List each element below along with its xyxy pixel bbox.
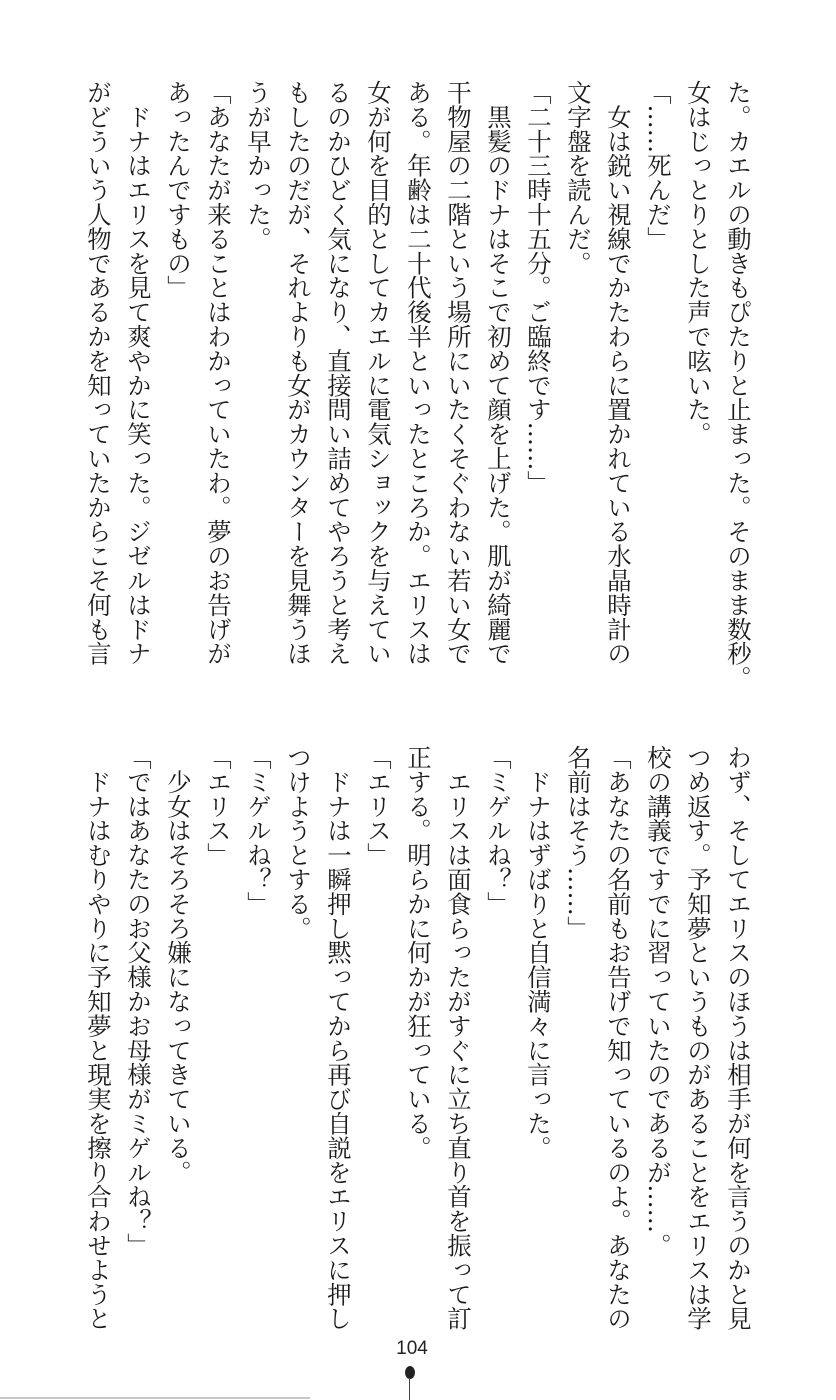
text-column: ドナはずばりと自信満々に言った。	[523, 745, 552, 1160]
text-column: 「二十三時十五分。ご臨終です……」	[523, 80, 552, 495]
text-column: 「あなたの名前もお告げで知っているのよ。あなたの	[603, 745, 632, 1331]
text-column: つけようとする。	[283, 745, 312, 941]
text-column: ある。年齢は二十代後半といったところか。エリスは	[403, 80, 432, 666]
text-column: 「ではあなたのお父様かお母様がミゲルね？」	[123, 745, 152, 1258]
page-number: 104	[396, 1338, 428, 1359]
text-column: 「あなたが来ることはわかっていたわ。夢のお告げが	[203, 80, 232, 666]
text-column: ドナは一瞬押し黙ってから再び自説をエリスに押し	[323, 745, 352, 1331]
text-column: 「ミゲルね？」	[483, 745, 512, 916]
text-column: ドナはむりやりに予知夢と現実を擦り合わせようと	[83, 745, 112, 1331]
text-column: 「エリス」	[363, 745, 392, 867]
text-column: 「……死んだ」	[643, 80, 672, 251]
text-column: 名前はそう……」	[563, 745, 592, 941]
page-marker-line	[409, 1378, 410, 1400]
text-column: 干物屋の二階という場所にいたくそぐわない若い女で	[443, 80, 472, 666]
text-column: 少女はそろそろ嫌になってきている。	[163, 745, 192, 1185]
bullet-dot-icon	[405, 1366, 415, 1379]
text-column: もしたのだが、それよりも女がカウンターを見舞うほ	[283, 80, 312, 666]
text-column: 正する。明らかに何かが狂っている。	[403, 745, 432, 1160]
text-column: 「ミゲルね？」	[243, 745, 272, 916]
text-column: エリスは面食らったがすぐに立ち直り首を振って訂	[443, 745, 472, 1331]
text-column: がどういう人物であるかを知っていたからこそ何も言	[83, 80, 112, 666]
text-column: 文字盤を読んだ。	[563, 80, 592, 276]
upper-text-block	[77, 80, 757, 690]
text-column: 女はじっとりとした声で呟いた。	[683, 80, 712, 446]
text-column: わず、そしてエリスのほうは相手が何を言うのかと見	[723, 745, 752, 1331]
text-column: 黒髪のドナはそこで初めて顔を上げた。肌が綺麗で	[483, 80, 512, 666]
text-column: 校の講義ですでに習っていたのであるが……。	[643, 745, 672, 1258]
text-column: つめ返す。予知夢というものがあることをエリスは学	[683, 745, 712, 1331]
lower-text-block	[77, 745, 757, 1331]
text-column: た。カエルの動きもぴたりと止まった。そのまま数秒。	[723, 80, 752, 690]
text-column: 女は鋭い視線でかたわらに置かれている水晶時計の	[603, 80, 632, 666]
text-column: あったんですもの」	[163, 80, 192, 300]
text-column: 女が何を目的としてカエルに電気ショックを与えてい	[363, 80, 392, 666]
text-column: るのかひどく気になり、直接問い詰めてやろうと考え	[323, 80, 352, 666]
bottom-edge-rule	[0, 1397, 310, 1399]
text-column: 「エリス」	[203, 745, 232, 867]
text-column: うが早かった。	[243, 80, 272, 251]
text-column: ドナはエリスを見て爽やかに笑った。ジゼルはドナ	[123, 80, 152, 666]
